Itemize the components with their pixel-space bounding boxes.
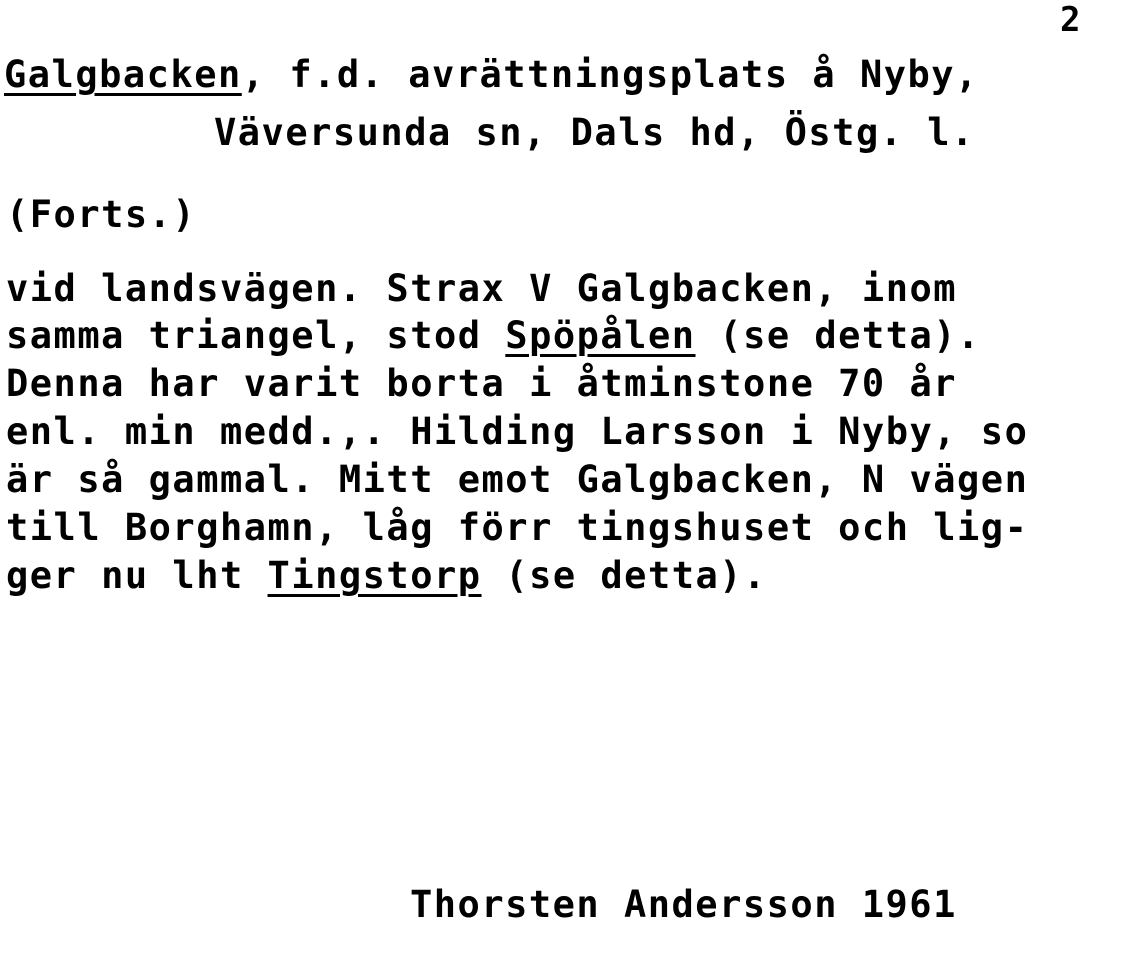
signature: Thorsten Andersson 1961 <box>410 883 957 926</box>
entry-heading <box>4 52 979 98</box>
page-number: 2 <box>1060 0 1081 40</box>
entry-title: Galgbacken <box>4 53 242 96</box>
body-text-segment: ger nu lht <box>6 554 268 597</box>
continuation-label: (Forts.) <box>6 193 197 236</box>
body-line <box>6 553 767 599</box>
body-text-segment: (se detta). <box>695 314 981 357</box>
body-text-segment: (se detta). <box>481 554 767 597</box>
body-line: till Borghamn, låg förr tingshuset och lig- <box>6 506 1029 549</box>
cross-reference-spopalen: Spöpålen <box>505 314 696 357</box>
body-line: Denna har varit borta i åtminstone 70 år <box>6 362 958 405</box>
body-text-segment: samma triangel, stod <box>6 314 506 357</box>
cross-reference-tingstorp: Tingstorp <box>267 554 482 597</box>
body-line: är så gammal. Mitt emot Galgbacken, N vägen <box>6 458 1029 501</box>
body-line <box>6 313 981 359</box>
entry-title-description: , f.d. avrättningsplats å Nyby, <box>241 53 979 96</box>
entry-location: Väversunda sn, Dals hd, Östg. l. <box>214 111 975 154</box>
body-line: enl. min medd.,. Hilding Larsson i Nyby, so <box>6 410 1029 453</box>
body-line: vid landsvägen. Strax V Galgbacken, inom <box>6 267 958 310</box>
